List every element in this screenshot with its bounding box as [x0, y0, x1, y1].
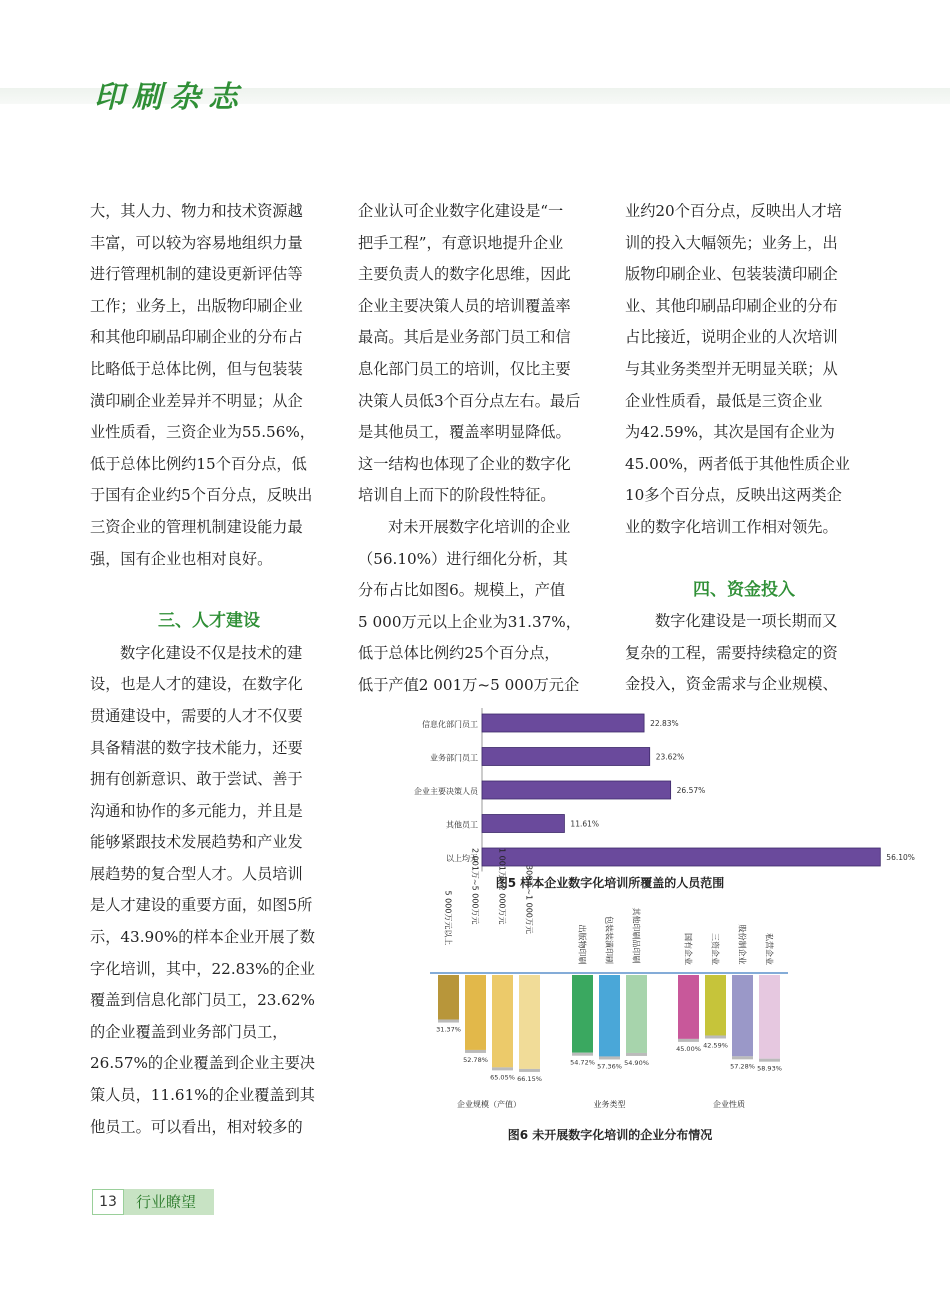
text-line: 企业性质看，最低是三资企业	[625, 391, 823, 410]
text-line: 强，国有企业也相对良好。	[90, 549, 273, 568]
fig6-bar-shadow	[705, 1035, 726, 1038]
fig5-value-label: 11.61%	[570, 819, 600, 829]
fig6-category-label: 私营企业	[764, 933, 774, 965]
fig6-group-label: 企业规模（产值）	[457, 1100, 521, 1109]
column-right	[625, 196, 863, 701]
fig6-bar	[519, 975, 540, 1069]
text-line: 能够紧跟技术发展趋势和产业发	[90, 833, 303, 852]
fig6-bar	[599, 975, 620, 1056]
middle-paragraph-2	[358, 512, 596, 702]
text-line: 覆盖到信息化部门员工，23.62%	[90, 991, 315, 1010]
text-line: 企业认可企业数字化建设是“一	[358, 202, 564, 220]
fig6-value-label: 65.05%	[490, 1073, 515, 1082]
fig6-bar	[572, 975, 593, 1053]
text-line: 策人员，11.61%的企业覆盖到其	[90, 1086, 315, 1105]
fig6-value-label: 54.72%	[570, 1058, 595, 1067]
fig6-bar	[465, 975, 486, 1050]
fig6-bar-shadow	[492, 1067, 513, 1070]
fig6-value-label: 57.36%	[597, 1062, 622, 1071]
text-line: 是人才建设的重要方面，如图5所	[90, 896, 313, 915]
right-paragraph-2	[625, 606, 863, 701]
fig6-value-label: 45.00%	[676, 1044, 701, 1053]
left-paragraph-1	[90, 196, 328, 575]
text-line: 他员工。可以看出，相对较多的	[90, 1117, 303, 1136]
text-line: 低于总体比例约25个百分点，	[358, 644, 560, 663]
fig6-bar-shadow	[438, 1020, 459, 1023]
fig5-category-label: 以上均无	[446, 854, 478, 863]
fig6-value-label: 66.15%	[517, 1074, 542, 1083]
text-line: 企业主要决策人员的培训覆盖率	[358, 296, 571, 315]
fig6-category-label: 5 000万元以上	[443, 890, 453, 946]
text-line: 低于总体比例约15个百分点，低	[90, 454, 307, 473]
fig6-group-label: 企业性质	[713, 1100, 745, 1109]
fig6-bar	[626, 975, 647, 1053]
text-line: 贯通建设中，需要的人才不仅要	[90, 706, 303, 725]
text-line: 对未开展数字化培训的企业	[388, 517, 571, 536]
text-line: 这一结构也体现了企业的数字化	[358, 454, 571, 473]
text-line: 业性质看，三资企业为55.56%，	[90, 423, 315, 442]
fig5-bar	[482, 714, 644, 732]
text-line: 占比接近，说明企业的人次培训	[625, 328, 838, 347]
fig6-category-label: 三资企业	[710, 933, 720, 965]
fig6-category-label: 股份制企业	[737, 924, 747, 965]
fig6-bar	[678, 975, 699, 1039]
fig5-bar	[482, 848, 880, 866]
text-line: 和其他印刷品印刷企业的分布占	[90, 328, 303, 347]
text-line: 沟通和协作的多元能力，并且是	[90, 801, 303, 820]
page-number: 13	[92, 1189, 124, 1215]
section-tag: 行业瞭望	[124, 1189, 214, 1215]
text-line: （56.10%）进行细化分析，其	[358, 549, 568, 568]
fig5-category-label: 业务部门员工	[430, 753, 478, 763]
fig6-category-label: 出版物印刷	[577, 924, 587, 965]
fig6-category-label: 国有企业	[683, 933, 693, 965]
fig6-bar-shadow	[678, 1039, 699, 1042]
text-line: 是其他员工，覆盖率明显降低。	[358, 423, 571, 442]
text-line: 低于产值2 001万~5 000万元企	[358, 675, 580, 694]
text-line: 业、其他印刷品印刷企业的分布	[625, 296, 838, 315]
text-line: 数字化建设不仅是技术的建	[120, 643, 303, 662]
text-line: 大，其人力、物力和技术资源越	[90, 202, 303, 220]
text-line: 决策人员低3个百分点左右。最后	[358, 391, 581, 410]
text-line: 潢印刷企业差异并不明显；从企	[90, 391, 303, 410]
fig6-bar-shadow	[759, 1059, 780, 1062]
middle-paragraph-1	[358, 196, 596, 512]
text-line: 最高。其后是业务部门员工和信	[358, 328, 571, 347]
fig5-value-label: 26.57%	[676, 786, 706, 795]
text-line: 把手工程”，有意识地提升企业	[358, 233, 564, 252]
text-line: 业的数字化培训工作相对领先。	[625, 517, 838, 536]
fig6-value-label: 31.37%	[436, 1025, 461, 1034]
text-line: 三资企业的管理机制建设能力最	[90, 517, 303, 536]
fig6-bar-shadow	[572, 1053, 593, 1056]
fig5-value-label: 56.10%	[886, 853, 915, 862]
fig6-category-label: 1 001万~2 000万元	[497, 848, 507, 925]
text-line: 的企业覆盖到业务部门员工，	[90, 1022, 288, 1041]
text-line: 分布占比如图6。规模上，产值	[358, 581, 566, 600]
fig6-value-label: 42.59%	[703, 1041, 728, 1050]
text-line: 5 000万元以上企业为31.37%，	[358, 612, 581, 631]
fig6-bar	[732, 975, 753, 1056]
fig6-bar-shadow	[519, 1069, 540, 1072]
text-line: 10多个百分点，反映出这两类企	[625, 486, 842, 505]
fig6-caption: 图6 未开展数字化培训的企业分布情况	[507, 1128, 713, 1142]
fig6-value-label: 57.28%	[730, 1062, 755, 1071]
text-line: 设，也是人才的建设，在数字化	[90, 675, 303, 694]
fig5-category-label: 其他员工	[446, 820, 478, 830]
text-line: 拥有创新意识、敢于尝试、善于	[90, 770, 303, 789]
fig5-value-label: 23.62%	[655, 752, 685, 762]
fig5-category-label: 企业主要决策人员	[414, 787, 478, 796]
fig6-bar	[492, 975, 513, 1067]
text-line: 与其业务类型并无明显关联；从	[625, 359, 838, 378]
text-line: 展趋势的复合型人才。人员培训	[90, 864, 303, 883]
left-paragraph-2	[90, 638, 328, 1144]
fig5-value-label: 22.83%	[650, 719, 679, 728]
fig6-group-label: 业务类型	[593, 1100, 626, 1109]
text-line: 主要负责人的数字化思维，因此	[358, 265, 571, 284]
text-line: 于国有企业约5个百分点，反映出	[90, 486, 313, 505]
fig5-caption: 图5 样本企业数字化培训所覆盖的人员范围	[495, 876, 725, 890]
fig6-bar-shadow	[599, 1056, 620, 1059]
fig5-category-label: 信息化部门员工	[422, 720, 478, 729]
fig6-category-label: 其他印刷品印刷	[631, 907, 641, 964]
text-line: 丰富，可以较为容易地组织力量	[90, 233, 303, 252]
text-line: 示，43.90%的样本企业开展了数	[90, 928, 315, 947]
text-line: 数字化建设是一项长期而又	[655, 612, 838, 631]
text-line: 进行管理机制的建设更新评估等	[90, 265, 303, 284]
fig5-bar	[482, 815, 564, 833]
column-left	[90, 196, 328, 1143]
fig6-value-label: 54.90%	[624, 1058, 649, 1067]
text-line: 为42.59%，其次是国有企业为	[625, 423, 835, 442]
text-line: 具备精湛的数字技术能力，还要	[90, 738, 303, 757]
text-line: 业约20个百分点，反映出人才培	[625, 202, 842, 220]
fig6-category-label: 2 001万~5 000万元	[470, 848, 480, 925]
text-line: 培训自上而下的阶段性特征。	[358, 486, 556, 505]
text-line: 26.57%的企业覆盖到企业主要决	[90, 1054, 315, 1073]
fig6-bar-shadow	[732, 1056, 753, 1059]
fig6-value-label: 52.78%	[463, 1055, 488, 1064]
text-line: 工作；业务上，出版物印刷企业	[90, 296, 303, 315]
text-line: 金投入，资金需求与企业规模、	[625, 675, 838, 694]
fig6-category-label: 300万~1 000万元	[524, 865, 534, 934]
fig6-bar-shadow	[626, 1053, 647, 1056]
fig5-bar	[482, 748, 650, 766]
text-line: 字化培训，其中，22.83%的企业	[90, 959, 315, 978]
fig6-bar	[438, 975, 459, 1020]
fig6-bar-shadow	[465, 1050, 486, 1053]
column-middle	[358, 196, 596, 702]
text-line: 训的投入大幅领先；业务上，出	[625, 233, 838, 252]
right-paragraph-1	[625, 196, 863, 544]
section-heading-funding: 四、资金投入	[693, 579, 795, 600]
fig6-bar	[705, 975, 726, 1035]
fig5-bar	[482, 781, 671, 799]
text-line: 复杂的工程，需要持续稳定的资	[625, 643, 838, 662]
figure-5-chart	[360, 706, 915, 896]
magazine-logo: 印刷杂志	[94, 80, 246, 115]
text-line: 息化部门员工的培训，仅比主要	[358, 359, 571, 378]
fig6-bar	[759, 975, 780, 1059]
fig6-value-label: 58.93%	[757, 1064, 782, 1073]
section-heading-talent: 三、人才建设	[158, 611, 260, 632]
text-line: 版物印刷企业、包装装潢印刷企	[625, 265, 838, 284]
text-line: 45.00%，两者低于其他性质企业	[625, 454, 850, 473]
fig6-category-label: 包装装潢印刷	[604, 916, 614, 964]
text-line: 比略低于总体比例，但与包装装	[90, 359, 303, 378]
